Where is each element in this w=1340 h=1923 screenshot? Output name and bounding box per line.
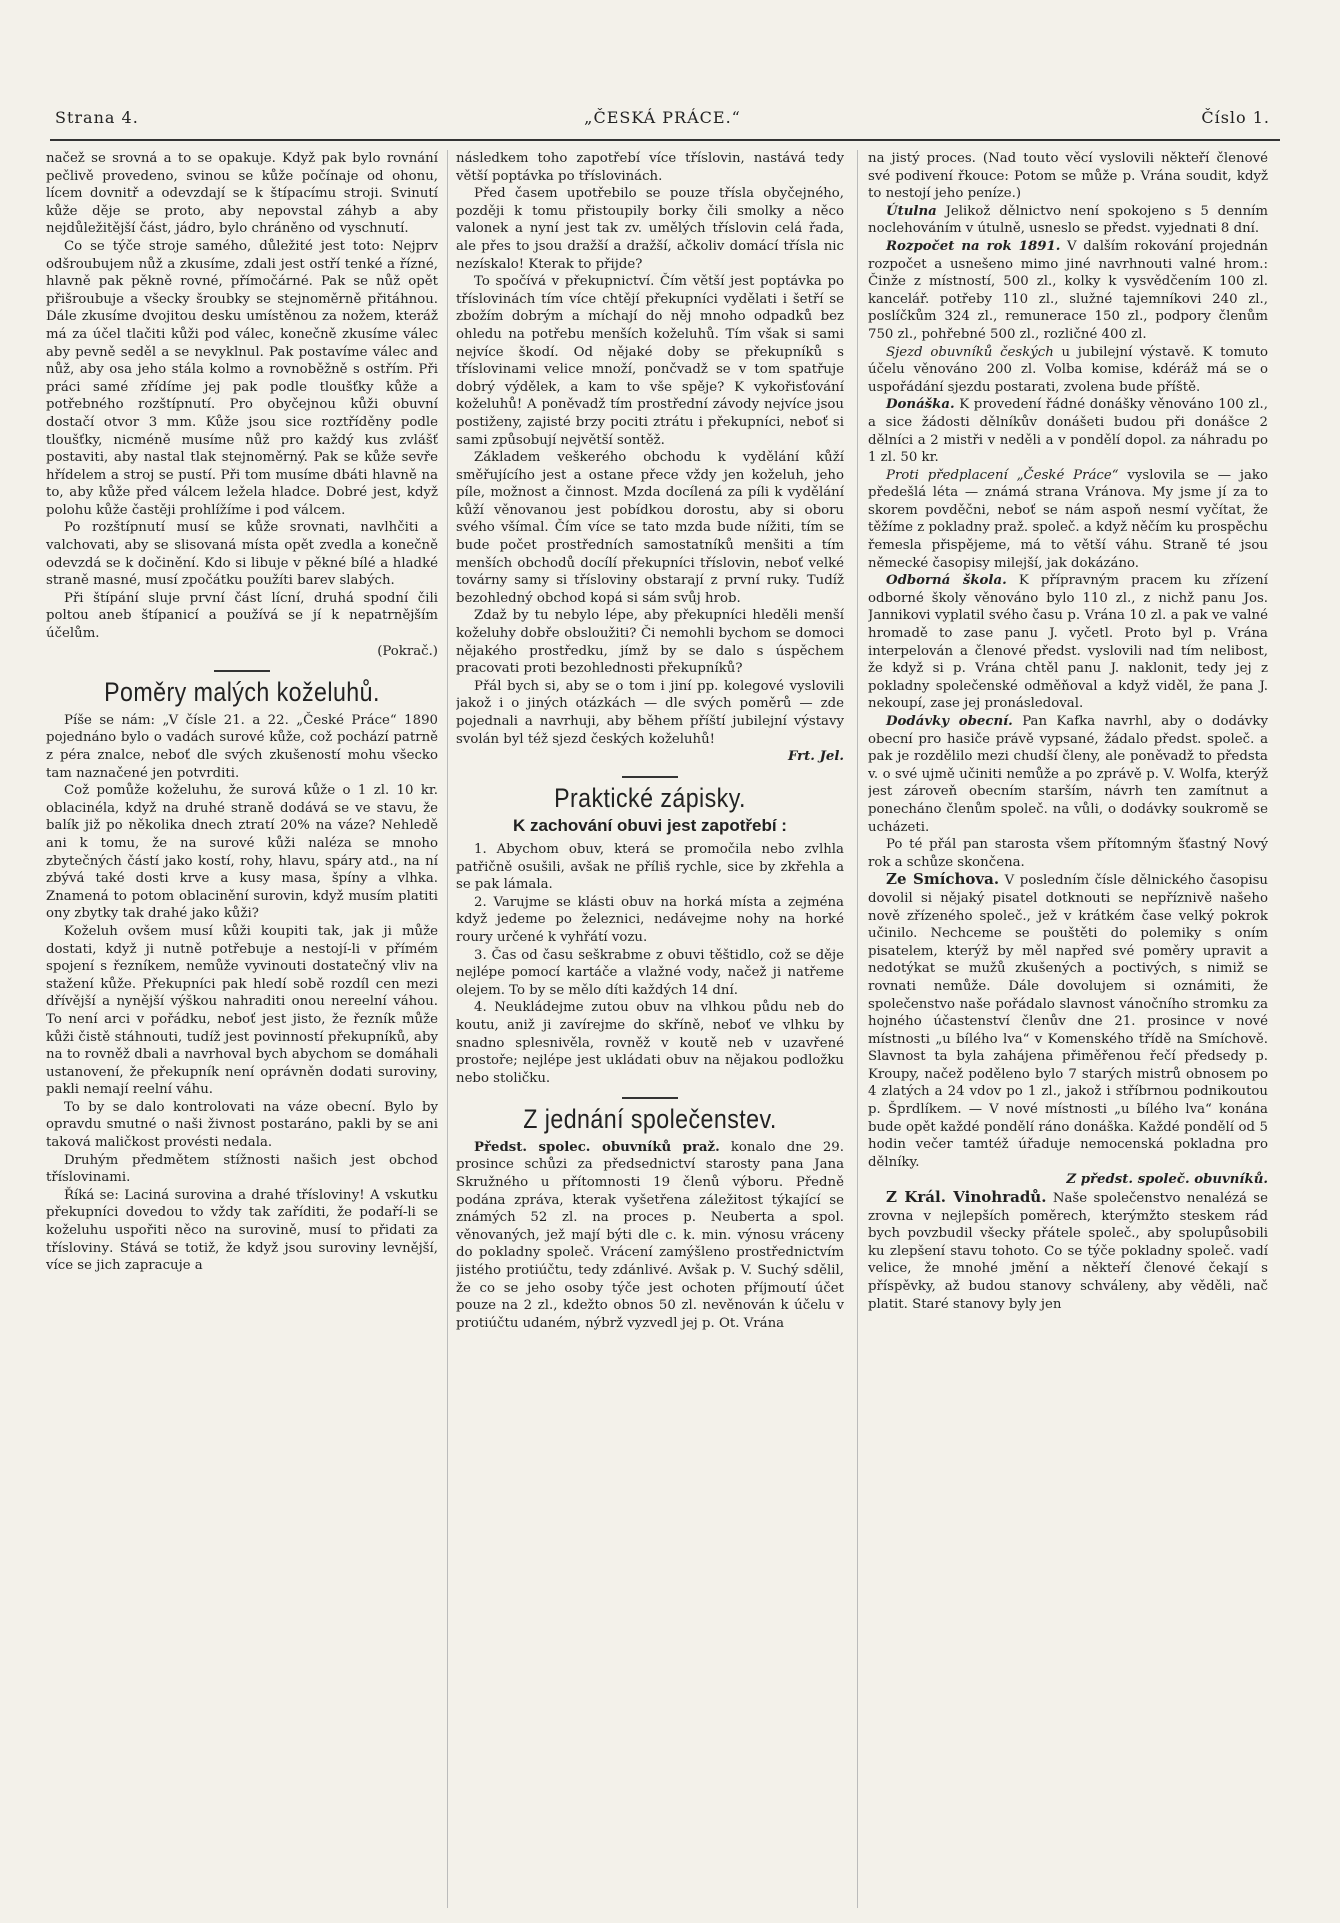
paragraph-lead: Rozpočet na rok 1891.: [886, 238, 1061, 254]
article-title: Poměry malých koželuhů.: [104, 677, 380, 708]
list-item: 2. Varujme se klásti obuv na horká místa a zejména když jedeme po železnici, nedávejme nohy na horké roury určené k vyhřátí vozu.: [456, 894, 844, 945]
header-rule: [50, 139, 1280, 141]
article-paragraph: na jistý proces. (Nad touto věcí vyslovili někteří členové své podivení řkouce: Potom se může p. Vrána soudit, když to nestojí jeho peníze.): [868, 151, 1268, 202]
article-paragraph: Zdaž by tu nebylo lépe, aby překupníci hleděli menší koželuhy dobře obsloužiti? Či nemohli bychom se domoci nějakého prostředku, jímž by se dalo s úspěchem pracovati proti bezohlednosti překupníků?: [456, 608, 844, 677]
page-number: Strana 4.: [55, 108, 139, 127]
article-paragraph: Druhým předmětem stížnosti našich jest obchod tříslovinami.: [46, 1152, 438, 1186]
paragraph-body: vyslovila se — jako předešlá léta — známá strana Vránova. My jsme jí za to skorem povděčni, neboť se nám aspoň nesmí vyčítat, že těžíme z pokladny praž. společ. a když něčím ku prospěchu řemesla přispějeme, má to větší váhu. Straně té jsou německé časopisy milejší, jak dokázáno.: [868, 467, 1268, 571]
article-paragraph: Říká se: Laciná surovina a drahé tříslovinу! A vskutku překupníci dovedou to vždy tak zaříditi, že podaří-li se koželuhu uspořiti něco na surovině, musí to přidati za tříslovinу. Stává se totiž, že když jsou suroviny levnější, více se jich zapracuje a: [46, 1187, 438, 1274]
article-paragraph: [868, 1189, 1268, 1313]
masthead-title: „ČESKÁ PRÁCE.“: [584, 108, 741, 127]
issue-number: Číslo 1.: [1201, 108, 1270, 127]
paragraph-body: u jubilejní výstavě. K tomuto účelu věnováno 200 zl. Volba komise, kdéráž má se o uspořádání sjezdu postarati, zvolena bude příště.: [868, 344, 1268, 395]
paragraph-body: Naše společenstvo nenalézá se zrovna v nejlepších poměrech, kterýmžto steskem rád bych povzbudil všecky přátele společ., aby spolupůsobili ku zlepšení stavu tohoto. Co se týče pokladny společ. vadí velice, že mnohé jmění a někteří členové čekají s příspěvky, až budou stanovy schváleny, aby věděli, nač platit. Staré stanovy byly jen: [868, 1191, 1268, 1312]
list-item: 1. Abychom obuv, která se promočila nebo zvlhla patřičně osušili, avšak ne příliš rychle, sice by zkřehla a se pak lámala.: [456, 841, 844, 893]
paragraph-lead: Útulna: [886, 203, 937, 219]
list-item: 3. Čas od času seškrabme z obuvi těštidlo, což se děje nejlépe pomocí kartáče a vlažné vody, načež ji natřeme olejem. To by se mělo díti každých 14 dní.: [456, 947, 844, 998]
paragraph-body: K přípravným pracem ku zřízení odborné školy věnováno bylo 110 zl., z nichž panu Jos. Jannikovi vyplatil svého času p. Vrána 10 zl. a pak ve valné hromadě to zase panu J. vyčetl. Proto byl p. Vrána interpelován a členové předst. vyslovili nad tím nelibost, že když si p. Vrána chtěl panu J. naklonit, tedy jej z pokladny společenské odměňoval a když viděl, že pana J. nekoupí, zase jej pronásledoval.: [868, 573, 1268, 712]
list-item: 4. Neukládejme zutou obuv na vlhkou půdu neb do koutu, aniž ji zavírejme do skříně, neboť ve vlhku by snadno splesnivěla, rovněž v koutě neb v uzavřené prostoře; nejlépe jest ukládati obuv na nějakou podložku nebo stoličku.: [456, 1000, 844, 1086]
separator: [622, 776, 678, 778]
article-paragraph: [868, 344, 1268, 397]
subsection-title: K zachování obuvi jest zapotřebí :: [513, 816, 787, 836]
continuation-note: (Pokrač.): [377, 643, 438, 659]
column-divider: [447, 150, 448, 1908]
article-paragraph: Koželuh ovšem musí kůži koupiti tak, jak ji může dostati, když ji nutně potřebuje a nestojí-li v přímém spojení s řezníkem, nemůže vyvinouti dostatečný vliv na stažení kůže. Překupníci pak hledí sobě rozdíl cen mezi dřívější a nynější výškou nahraditi onou nereelní váhou. To není arci v pořádku, neboť jest jisto, že řezník může kůži čistě stáhnouti, tudíž jest povinností překupníků, aby na to rovněž dbali a navrhoval bych abychom se domáhali ustanovení, že překupník není oprávněn dodati suroviny, pakli nemají reelní váhu.: [46, 923, 438, 1098]
paragraph-body: Jelikož dělnictvo není spokojeno s 5 denním noclehováním v útulně, usneslo se předst. vyjednati 8 dní.: [868, 203, 1268, 237]
article-paragraph: Základem veškerého obchodu k vydělání kůží směřujícího jest a ostane přece vždy jen koželuh, jeho píle, možnost a činnost. Mzda docílená za píli k vydělání kůží věnovanou jest pobídkou dorostu, aby si oboru svého všímal. Čím více se tato mzda bude nížiti, tím se bude počet prostředních samostatníků menšiti a tím menších obchodů docílí překupníci tříslovin, neboť velké továrny samy si tříslovinу obstarají z první ruky. Tudíž bezohledný obchod kopá si sám svůj hrob.: [456, 450, 844, 606]
column-1: [46, 150, 438, 1908]
article-paragraph: [456, 1139, 844, 1333]
article-paragraph: Před časem upotřebilo se pouze třísla obyčejného, později k tomu přistoupily borky čili smolky a něco valonek a nyní jest tak zv. umělých tříslovin celá řada, ale přes to jsou dražší a dražší, ačkoliv domácí třísla nic nezískalo! Kterak to přijde?: [456, 186, 844, 272]
paragraph-lead: Předst. spolec. obuvníků praž.: [474, 1139, 720, 1155]
separator: [214, 670, 270, 672]
paragraph-lead: Proti předplacení „České Práce“: [886, 467, 1119, 483]
author-signature: Frt. Jel.: [787, 749, 844, 765]
paragraph-body: konalo dne 29. prosince schůzi za předsednictví starosty pana Jana Skružného u přítomnosti 19 členů výboru. Předně podána zpráva, kterak vyšetřena záležitost týkající se známých 52 zl. na proces p. Neuberta a spol. věnovaných, jež mají býti dle c. k. min. výnosu vráceny do pokladny společ. Vrácení zamýšleno prostřednictvím jistého protiúčtu, tedy zdánlivé. Avšak p. V. Suchý sdělil, že co se jeho osoby týče jest ochoten příjmoutí účet pouze na 2 zl., kdežto obnos 50 zl. nevěnován k účelu v protiúčtu udaném, nýbrž vyzvedl jej p. Ot. Vrána: [456, 1139, 844, 1331]
article-paragraph: Při štípání sluje první část lícní, druhá spodní čili poltou aneb štípanicí a používá se jí k nepatrnějším účelům.: [46, 590, 438, 642]
article-paragraph: [868, 713, 1268, 836]
article-paragraph: To by se dalo kontrolovati na váze obecní. Bylo by opravdu smutné o naši živnost postaráno, pakli by se ani taková maličkost provésti nedala.: [46, 1099, 438, 1151]
article-paragraph: Po rozštípnutí musí se kůže srovnati, navlhčiti a valchovati, aby se slisovaná místa opět zvedla a konečně odevzdá se k dočinění. Kdo si libuje v pěkné bílé a hladké straně masné, musí zpočátku použíti barev slabých.: [46, 520, 438, 589]
paragraph-body: V posledním čísle dělnického časopisu dovolil si nějaký pisatel dotknouti se nepříznivě našeho nově zřízeného společ., jež v krátkém čase velký pokrok učinilo. Nechceme se pouštěti do polemiky s oním pisatelem, kterýž by měl napřed své poměry upravit a nedotýkat se mužů zkušených a poctivých, s nimiž se rovnati nemůže. Dále dovolujem si oznámiti, že společenstvo naše pořádalo slavnost vánočního stromku za hojného účastenství členův dne 21. prosince v nové místnosti „u bílého lva“ v Komenského třídě na Smíchově. Slavnost ta byla zahájena přiměřenou řečí předsedy p. Kroupy, načež poděleno bylo 7 starých mistrů obnosem po 4 zlatých a 24 vdov po 1 zl., jakož i stříbrnou podnikoutou p. Šprdlíkem. — V nové místnosti „u bílého lva“ konána bude opět každé pondělí ráno donáška. Každé pondělí od 5 hodin večer tamtéž úřaduje nemocenská pokladna pro dělníky.: [868, 873, 1268, 1170]
section-title: Praktické zápisky.: [554, 782, 746, 813]
article-paragraph: To spočívá v překupnictví. Čím větší jest poptávka po tříslovinách tím více chtějí překupníci vydělati i šetří se zbožím dobrým a míchají do něj mnoho odpadků bez ohledu na potřebu menších koželuhů. Tím však si sami nejvíce škodí. Od nějaké doby se překupníků s tříslovinami velice množí, pončvadž se v tom spatřuje dobrý výdělek, a kam to vše spěje? K vykořisťování koželuhů! A poněvadž tím prostřední závody nejvíce jsou postiženy, zajisté brzy pociti ztrátu i překupníci, neboť si sami způsobují největší sontěž.: [456, 274, 844, 448]
article-paragraph: [868, 203, 1268, 238]
article-paragraph: [868, 467, 1268, 573]
paragraph-body: V dalším rokování projednán rozpočet a usnešeno mimo jiné navrhnouti valné hrom.: Činže z místností, 500 zl., kolky k vysvědčením 100 zl. kancelář. potřeby 110 zl., služné tajemníkovi 240 zl., poslíčkům 324 zl., remunerace 150 zl., podpory členům 750 zl., pohřebné 500 zl., rozličné 400 zl.: [868, 238, 1268, 342]
article-paragraph: [868, 396, 1268, 466]
article-paragraph: [868, 238, 1268, 344]
column-3: [868, 150, 1268, 1908]
column-divider: [857, 150, 858, 1908]
separator: [622, 1097, 678, 1099]
paragraph-lead: Dodávky obecní.: [886, 714, 1013, 729]
article-paragraph: [868, 572, 1268, 713]
article-paragraph: Po té přál pan starosta všem přítomným šťastný Nový rok a schůze skončena.: [868, 837, 1268, 870]
article-paragraph: Což pomůže koželuhu, že surová kůže o 1 zl. 10 kr. oblacinéla, když na druhé straně dodává se ve stavu, že balík již po několika dnech ztratí 20% na váze? Nehledě ani k tomu, že na surové kůži naléza se mnoho zbytečných částí jako kostí, rohy, hlavu, spáry atd., na ní zbývá také dosti krve a kusy masa, špíny a vlhka. Znamená to potom oblacinění surovin, když musím platiti ony zbytky tak drahé jako kůži?: [46, 783, 438, 922]
article-paragraph: Přál bych si, aby se o tom i jiní pp. kolegové vyslovili jakož i o jiných otázkách — dle svých poměrů — zde pojednali a navrhuji, aby během příští jubilejní výstavy svolán byl též sjezd českých koželuhů!: [456, 678, 844, 747]
paragraph-lead: Z Král. Vinohradů.: [886, 1188, 1047, 1207]
paragraph-lead: Sjezd obuvníků českých: [886, 344, 1054, 360]
paragraph-body: K provedení řádné donášky věnováno 100 zl., a sice žádosti dělníkův donášeti budou při donášce 2 dělníci a 2 mistři v neděli a v pondělí dopol. za náhradu po 1 zl. 50 kr.: [868, 397, 1268, 466]
article-paragraph: [868, 871, 1268, 1171]
column-2: [456, 150, 844, 1908]
article-paragraph: Co se týče stroje samého, důležité jest toto: Nejprv odšroubujem nůž a zkusíme, zdali jest ostří tenké a řízné, hlavně pak pěkně rovné, přímočárné. Pak se nůž opět přišroubuje a všecky šroubky se stejnoměrně přitáhnou. Dále zkusíme dvojitou desku umístěnou za nožem, kteráž má za účel tlačiti kůži pod válec, konečně zkusíme válec aby pevně seděl a se nevyklnul. Pak postavíme válec and nůž, aby osa jeho stála kolmo a rovnoběžně s ostřím. Při práci samé zřídíme jej pak podle tloušťky kůže a potřebného rozštípnutí. Pro obyčejnou kůži obuvní dostačí otvor 3 mm. Kůže jsou sice roztříděny podle tloušťky, nicméně musíme nůž pro každý kus zvlášť postaviti, aby nastal tlak stejnoměrný. Pak se kůže sevře hřídelem a stroj se pustí. Při tom musíme dbáti hlavně na to, aby kůže před válcem ležela hladce. Dobré jest, když polohu kůže častěji prohlížíme i pod válcem.: [46, 238, 438, 518]
article-paragraph: následkem toho zapotřebí více tříslovin, nastává tedy větší poptávka po tříslovinách.: [456, 151, 844, 184]
paragraph-lead: Odborná škola.: [886, 573, 1007, 589]
page-header: [55, 108, 1270, 138]
author-signature: Z předst. společ. obuvníků.: [1066, 1172, 1268, 1188]
paragraph-lead: Donáška.: [886, 397, 955, 413]
article-paragraph: Píše se nám: „V čísle 21. a 22. „České Práce“ 1890 pojednáno bylo o vadách surové kůže, což pochází patrně z péra znalce, neboť dle svých zkušeností mohu všecko tam naznačené jen potvrditi.: [46, 712, 438, 781]
paragraph-body: Pan Kafka navrhl, aby o dodávky obecní pro hasiče právě vypsané, žádalo předst. společ. a pak je rozdělilo mezi chudší členy, ale poněvadž to předsta v. o své ujmě učiniti nemůže a po zprávě p. V. Wolfa, kterýž jest zároveň obecním starším, návrh ten zamítnut a ponecháno členům společ. na vůli, o dodávky soukromě se ucházeti.: [868, 714, 1268, 835]
paragraph-lead: Ze Smíchova.: [886, 870, 1000, 889]
article-paragraph: načež se srovná a to se opakuje. Když pak bylo rovnání pečlivě provedeno, svinou se kůže počínaje od ohonu, lícem dovnitř a odevzdají se k štípacímu stroji. Svinutí kůže děje se proto, aby nepovstal záhyb a aby nejdůležitější část, jádro, bylo chráněno od vyschnutí.: [46, 151, 438, 237]
section-title: Z jednání společenstev.: [523, 1104, 777, 1135]
